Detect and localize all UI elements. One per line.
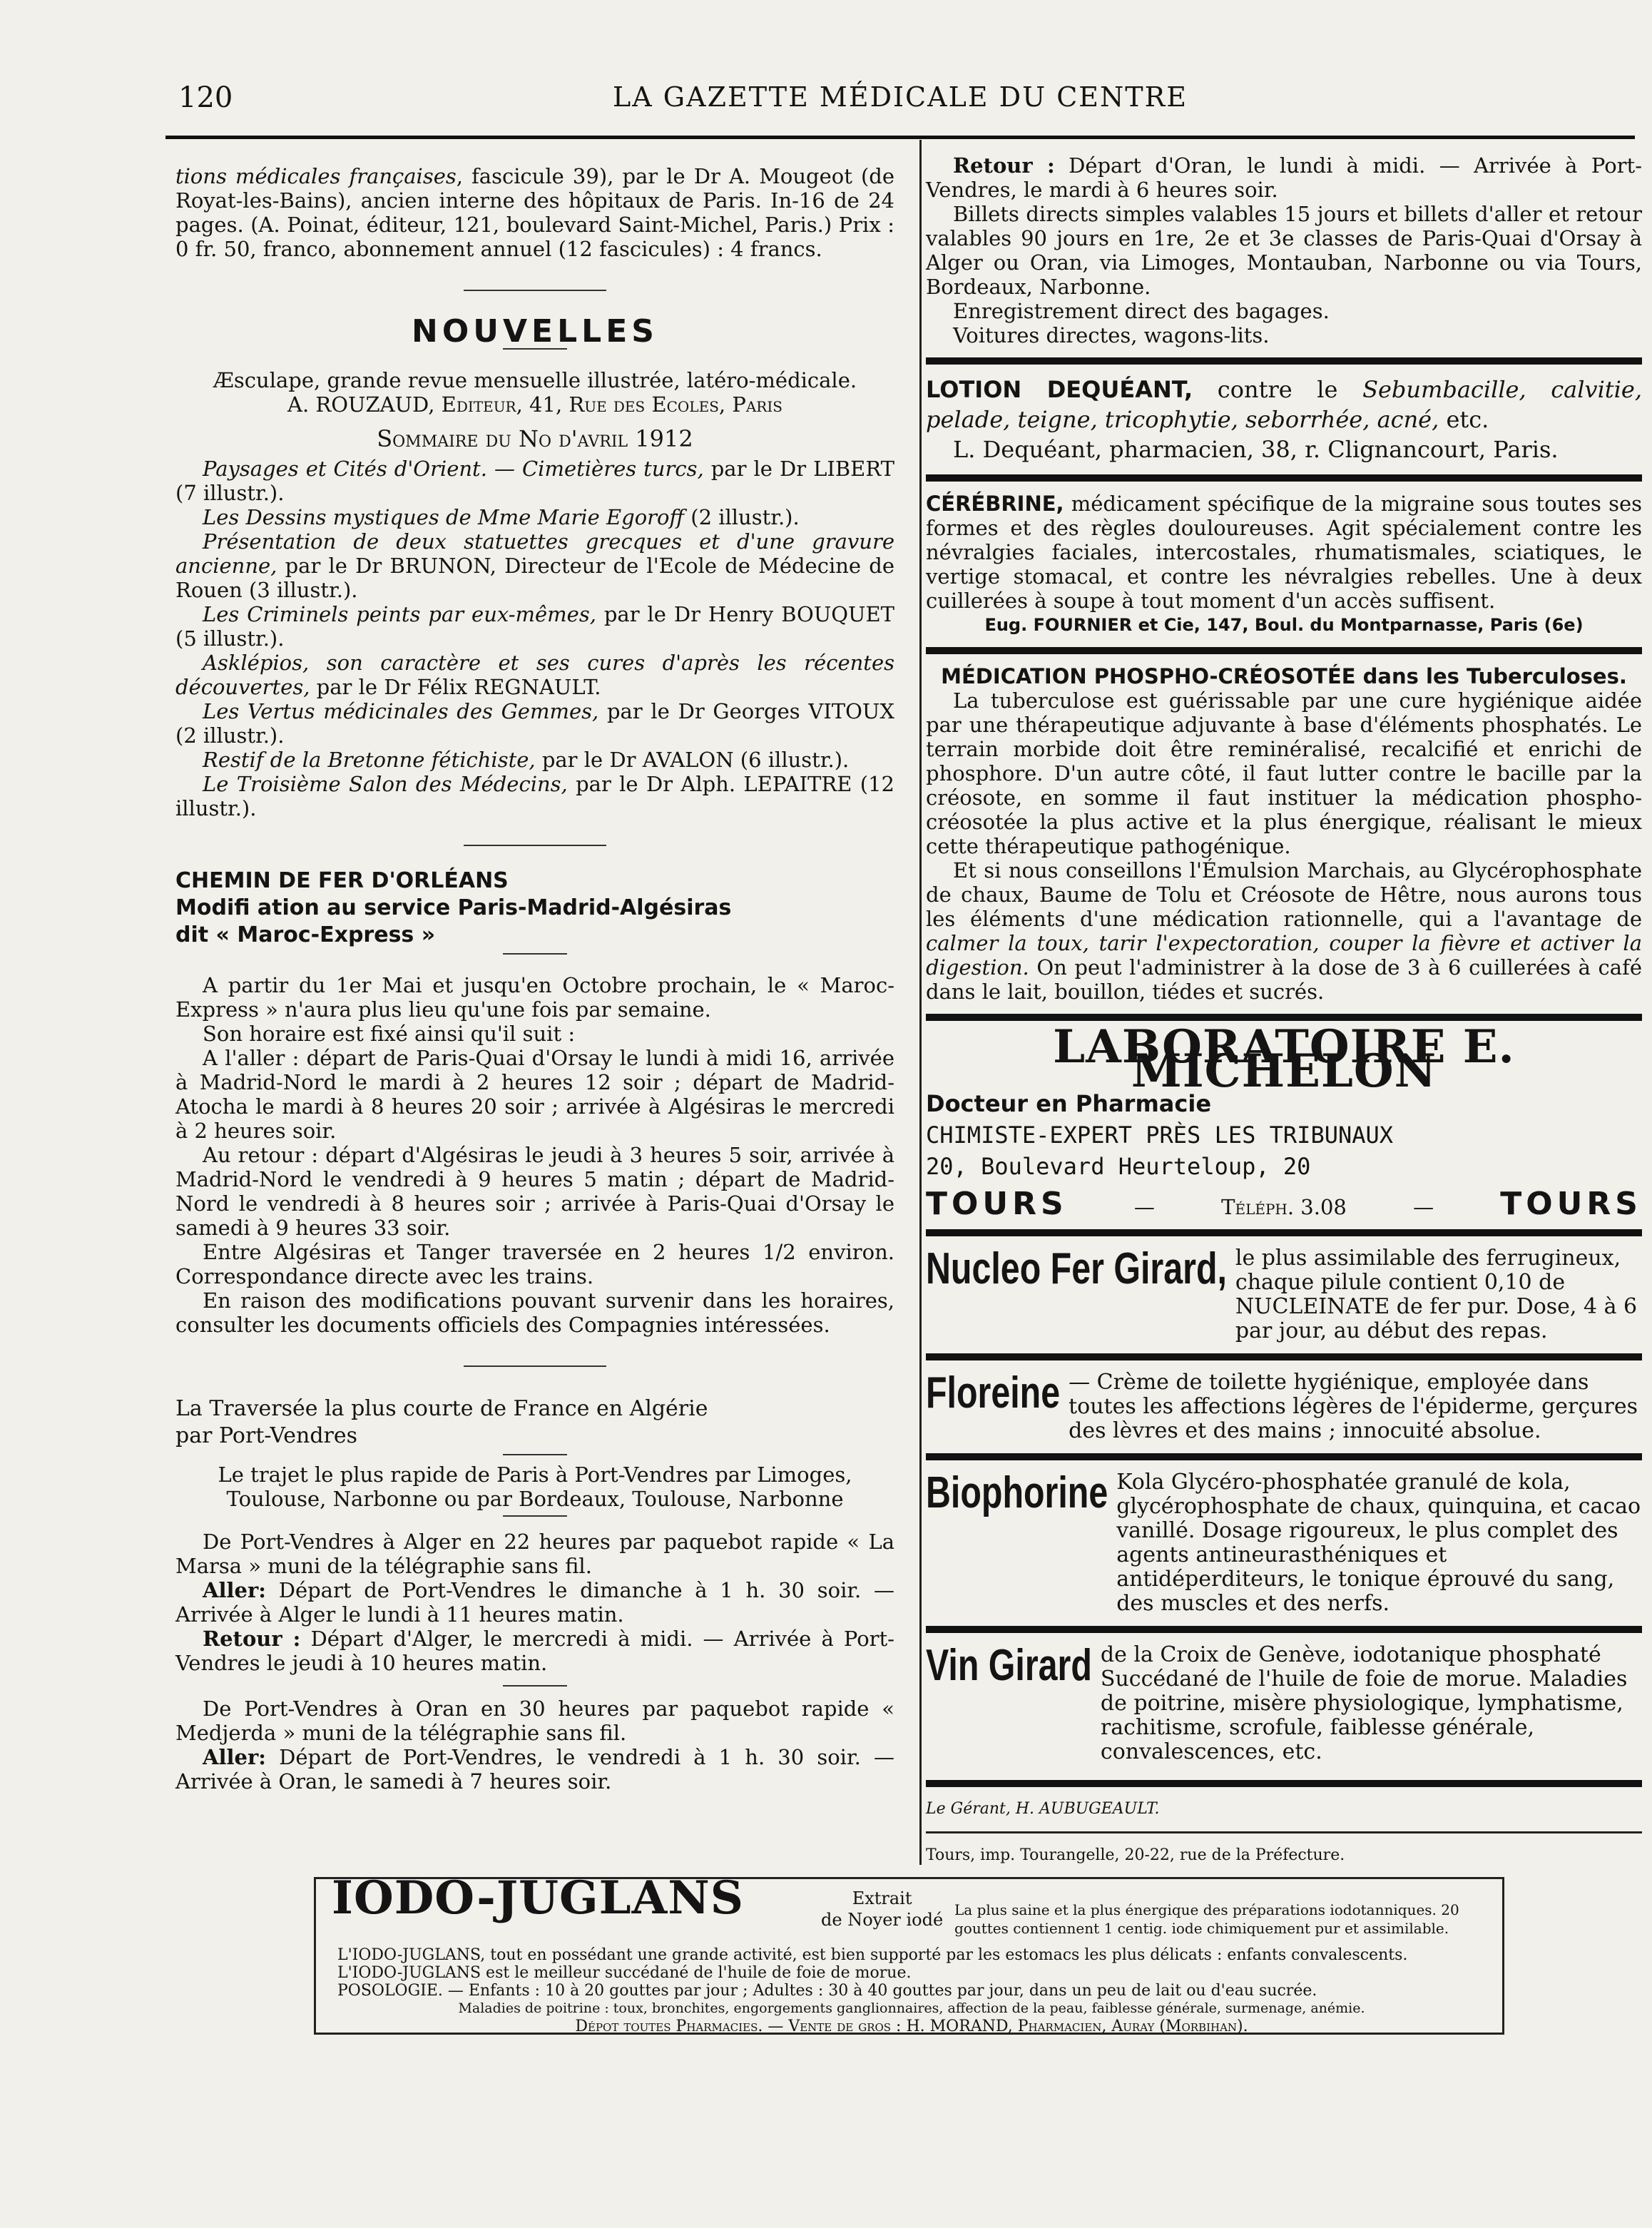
text: Départ d'Alger, le mercredi à midi. — Arrivée à Port-Vendres le jeudi à 10 heures matin. <box>175 1627 894 1675</box>
label: Retour : <box>203 1627 301 1651</box>
sommaire-item-title: Restif de la Bretonne fétichiste, <box>203 748 536 772</box>
laboratoire-line-1: Docteur en Pharmacie <box>926 1090 1212 1117</box>
orleans-title: CHEMIN DE FER D'ORLÉANS <box>175 868 509 893</box>
phospho-p2 <box>926 858 1642 1004</box>
sommaire-item <box>175 748 894 772</box>
iodo-line-1: L'IODO-JUGLANS, tout en possédant une grande activité, est bien supporté par les estomacs les plus délicats : enfants convalescents. <box>337 1946 1408 1964</box>
iodo-description: La plus saine et la plus énergique des préparations iodotanniques. 20 gouttes contiennent 1 centig. iode chimiquement pur et assimilable. <box>954 1901 1459 1937</box>
laboratoire-tours <box>926 1186 1642 1222</box>
product-ads <box>926 1246 1642 1764</box>
alger-retour <box>175 1627 894 1675</box>
product-description: le plus assimilable des ferrugineux, chaque pilule contient 0,10 de NUCLEINATE de fer pur. Dose, 4 à 6 par jour, au début des repas. <box>1235 1246 1638 1343</box>
page-number: 120 <box>178 81 233 114</box>
sommaire-item-author: par le Dr AVALON (6 illustr.). <box>535 748 850 772</box>
text: Départ de Port-Vendres, le vendredi à 1 h. 30 soir. — Arrivée à Oran, le samedi à 7 heures soir. <box>175 1745 894 1794</box>
traversee-title-2: par Port-Vendres <box>175 1423 358 1448</box>
sommaire-item-title: Paysages et Cités d'Orient. — Cimetières turcs, <box>203 457 704 481</box>
iodo-depot: Dépot toutes Pharmacies. — Vente de gros : H. MORAND, Pharmacien, Auray (Morbihan). <box>575 2018 1248 2035</box>
cerebrine-address: Eug. FOURNIER et Cie, 147, Boul. du Montparnasse, Paris (6e) <box>984 615 1584 635</box>
imprimerie-line: Tours, imp. Tourangelle, 20-22, rue de la Préfecture. <box>926 1846 1345 1864</box>
dash: — <box>1133 1195 1155 1219</box>
billets-paragraph: Billets directs simples valables 15 jours et billets d'aller et retour valables 90 jours en 1re, 2e et 3e classes de Paris-Quai d'Orsay à Alger ou Oran, via Limoges, Montauban, Narbonne ou via Tours, Bordeaux, Narbonne. <box>926 202 1642 299</box>
left-column <box>175 164 894 1794</box>
header-rule <box>165 136 1635 139</box>
product-name: Floreine <box>926 1368 1061 1418</box>
sommaire-item <box>175 505 894 529</box>
lotion-address: L. Dequéant, pharmacien, 38, r. Clignancourt, Paris. <box>953 436 1559 463</box>
product-description: de la Croix de Genève, iodotanique phosphaté Succédané de l'huile de foie de morue. Maladies de poitrine, misère physiologique, lymphatisme, rachitisme, scrofule, faiblesse générale, convalescences, etc. <box>1100 1642 1628 1764</box>
product-name: Nucleo Fer Girard, <box>926 1244 1227 1293</box>
sommaire-item-title: Les Vertus médicinales des Gemmes, <box>203 699 599 723</box>
oran-retour <box>926 153 1642 202</box>
sommaire-item <box>175 457 894 505</box>
sommaire-item <box>175 602 894 651</box>
alger-aller <box>175 1578 894 1627</box>
sommaire-item-title: Présentation de deux statuettes grecques et d'une gravure ancienne, <box>175 529 894 578</box>
sommaire-heading: Sommaire du No d'avril 1912 <box>377 425 693 452</box>
cerebrine-ad <box>926 492 1642 613</box>
phospho-title: MÉDICATION PHOSPHO-CRÉOSOTÉE dans les Tuberculoses. <box>941 664 1627 688</box>
sommaire-item-title: Asklépios, son caractère et ses cures d'après les récentes découvertes, <box>175 651 894 699</box>
lotion-name: LOTION DEQUÉANT, <box>926 376 1193 403</box>
separator <box>503 1685 567 1687</box>
laboratoire-name: LABORATOIRE E. MICHELON <box>1053 1020 1515 1098</box>
ad-rule <box>926 1353 1642 1360</box>
label: Retour : <box>953 153 1055 178</box>
product-name: Biophorine <box>926 1468 1108 1517</box>
column-divider <box>919 140 922 1865</box>
intro-text: , fascicule 39), par le Dr A. Mougeot (de Royat-les-Bains), ancien interne des hôpitaux de Paris. In-16 de 24 pages. (A. Poinat, éditeur, 121, boulevard Saint-Michel, Paris.) Prix : 0 fr. 50, franco, abonnement annuel (12 fascicules) : 4 francs. <box>175 164 894 261</box>
sommaire-item-author: (2 illustr.). <box>684 505 800 529</box>
ad-rule <box>926 1229 1642 1236</box>
orleans-paragraphs <box>175 973 894 1337</box>
separator <box>503 953 567 955</box>
enregistrement-line: Enregistrement direct des bagages. <box>953 299 1330 323</box>
alger-paragraph: De Port-Vendres à Alger en 22 heures par paquebot rapide « La Marsa » muni de la télégraphie sans fil. <box>175 1530 894 1578</box>
voitures-line: Voitures directes, wagons-lits. <box>953 323 1270 347</box>
orleans-paragraph: A l'aller : départ de Paris-Quai d'Orsay le lundi à midi 16, arrivée à Madrid-Nord le mardi à 2 heures 12 soir ; départ de Madrid-Atocha le mardi à 8 heures 20 soir ; arrivée à Algésiras le mercredi à 2 heures soir. <box>175 1046 894 1143</box>
separator <box>503 1454 567 1455</box>
oran-aller <box>175 1745 894 1794</box>
product-description: Kola Glycéro-phosphatée granulé de kola, glycérophosphate de chaux, quinquina, et cacao vanillé. Dosage rigoureux, le plus complet des agents antineurasthéniques et antidéperditeurs, le tonique éprouvé du sang, des muscles et des nerfs. <box>1116 1470 1641 1616</box>
publisher-line: A. ROUZAUD, Editeur, 41, Rue des Ecoles, Paris <box>287 392 782 417</box>
sommaire-item <box>175 699 894 748</box>
dash: — <box>1413 1195 1434 1219</box>
tours-left: TOURS <box>926 1186 1068 1222</box>
right-column <box>926 153 1642 1868</box>
cerebrine-name: CÉRÉBRINE, <box>926 492 1064 516</box>
ad-rule <box>926 1626 1642 1633</box>
ad-rule <box>926 357 1642 365</box>
product-description: — Crème de toilette hygiénique, employée dans toutes les affections légères de l'épiderme, gerçures des lèvres et des mains ; innocuité absolue. <box>1069 1370 1638 1443</box>
product-ad <box>926 1246 1642 1343</box>
iodo-line-2: L'IODO-JUGLANS est le meilleur succédané de l'huile de foie de morue. <box>337 1964 912 1982</box>
text: On peut l'administrer à la dose de 3 à 6 cuillerées à café dans le lait, bouillon, tiédes et sucrés. <box>926 955 1642 1004</box>
iodo-subtitle <box>821 1888 943 1931</box>
ad-rule <box>926 1453 1642 1460</box>
text: Sebumbacille, calvitie, pelade, teigne, tricophytie, seborrhée, acné, <box>926 376 1643 433</box>
orleans-paragraph: Son horaire est fixé ainsi qu'il suit : <box>203 1022 576 1046</box>
sommaire-list <box>175 457 894 820</box>
text: médicament spécifique de la migraine sous toutes ses formes et des règles douloureuses. Agit spécialement contre les névralgies faciales, intercostales, rhumatismales, sciatiques, le vertige stomacal, et contre les névralgies rebelles. Une à deux cuillerées à soupe à tout moment d'un accès suffisent. <box>926 492 1642 613</box>
sommaire-item <box>175 651 894 699</box>
sommaire-item-author: par le Dr Henry BOUQUET (5 illustr.). <box>175 602 894 651</box>
separator <box>464 1365 606 1367</box>
sommaire-item-title: Le Troisième Salon des Médecins, <box>203 772 568 796</box>
iodo-maladies: Maladies de poitrine : toux, bronchites, engorgements ganglionnaires, affection de la peau, faiblesse générale, surmenage, anémie. <box>458 2000 1365 2016</box>
laboratoire-line-2: CHIMISTE-EXPERT PRÈS LES TRIBUNAUX <box>926 1121 1394 1149</box>
sommaire-item-title: Les Criminels peints par eux-mêmes, <box>203 602 596 626</box>
intro-paragraph <box>175 164 894 261</box>
sommaire-item-author: par le Dr Alph. LEPAITRE (12 illustr.). <box>175 772 894 820</box>
text: Et si nous conseillons l'Émulsion Marchais, au Glycérophosphate de chaux, Baume de Tolu et Créosote de Hêtre, nous aurons tous les éléments d'une médication rationnelle, qui a l'avantage de <box>926 858 1642 931</box>
extrait: Extrait <box>852 1888 912 1908</box>
separator <box>464 290 606 291</box>
label: Aller: <box>203 1745 266 1769</box>
phospho-p1: La tuberculose est guérissable par une cure hygiénique aidée par une thérapeutique adjuvante à base d'éléments phosphatés. Le terrain morbide doit être reminéralisé, recalcifié et enrichi de phosphore. D'un autre côté, il faut lutter contre le bacille par la créosote, en somme il faut instituer la médication phospho-créosotée la plus active et la plus énergique, réalisant le mieux cette thérapeutique pathogénique. <box>926 688 1642 858</box>
orleans-subtitle-1: Modifi ation au service Paris-Madrid-Algésiras <box>175 895 732 920</box>
ad-rule <box>926 647 1642 654</box>
aesculape-line: Æsculape, grande revue mensuelle illustrée, latéro-médicale. <box>213 368 857 392</box>
laboratoire-address: 20, Boulevard Heurteloup, 20 <box>926 1153 1311 1180</box>
orleans-subtitle-2: dit « Maroc-Express » <box>175 922 436 947</box>
text: contre le <box>1193 376 1363 403</box>
nouvelles-title: NOUVELLES <box>412 313 658 350</box>
telephone: Téléph. 3.08 <box>1221 1195 1347 1219</box>
orleans-paragraph: En raison des modifications pouvant survenir dans les horaires, consulter les documents officiels des Compagnies intéressées. <box>175 1288 894 1337</box>
tours-right: TOURS <box>1500 1186 1642 1222</box>
product-ad <box>926 1470 1642 1616</box>
iodo-posologie: POSOLOGIE. — Enfants : 10 à 20 gouttes par jour ; Adultes : 30 à 40 gouttes par jour, dans un peu de lait ou d'eau sucrée. <box>337 1982 1317 2000</box>
traversee-intro-1: Le trajet le plus rapide de Paris à Port-Vendres par Limoges, <box>218 1463 852 1487</box>
ad-rule <box>926 474 1642 482</box>
traversee-title-1: La Traversée la plus courte de France en Algérie <box>175 1396 708 1421</box>
sommaire-item-title: Les Dessins mystiques de Mme Marie Egoroff <box>203 505 685 529</box>
product-name: Vin Girard <box>926 1641 1092 1690</box>
product-ad <box>926 1643 1642 1764</box>
separator <box>464 845 606 846</box>
text: Départ de Port-Vendres le dimanche à 1 h. 30 soir. — Arrivée à Alger le lundi à 11 heures matin. <box>175 1578 894 1627</box>
iodo-juglans-name: IODO-JUGLANS <box>332 1871 744 1925</box>
sommaire-item-author: par le Dr LIBERT (7 illustr.). <box>175 457 894 505</box>
ad-rule <box>926 1780 1642 1787</box>
label: Aller: <box>203 1578 266 1602</box>
oran-paragraph: De Port-Vendres à Oran en 30 heures par paquebot rapide « Medjerda » muni de la télégraphie sans fil. <box>175 1697 894 1745</box>
traversee-intro-2: Toulouse, Narbonne ou par Bordeaux, Toulouse, Narbonne <box>226 1487 844 1511</box>
orleans-paragraph: A partir du 1er Mai et jusqu'en Octobre prochain, le « Maroc-Express » n'aura plus lieu qu'une fois par semaine. <box>175 973 894 1022</box>
running-title: LA GAZETTE MÉDICALE DU CENTRE <box>613 81 1188 113</box>
sommaire-item <box>175 772 894 820</box>
ad-rule <box>926 1831 1642 1833</box>
intro-italic: tions médicales françaises <box>175 164 457 188</box>
sommaire-item-author: par le Dr BRUNON, Directeur de l'Ecole de Médecine de Rouen (3 illustr.). <box>175 554 894 602</box>
product-ad <box>926 1370 1642 1443</box>
noyer: de Noyer iodé <box>821 1910 944 1930</box>
text: etc. <box>1439 406 1489 433</box>
text: Départ d'Oran, le lundi à midi. — Arrivée à Port-Vendres, le mardi à 6 heures soir. <box>926 153 1642 202</box>
iodo-juglans-ad <box>314 1871 1504 2035</box>
text: calmer la toux, tarir l'expectoration, couper la fièvre et activer la digestion. <box>926 931 1642 980</box>
iodo-body <box>337 1946 1486 2035</box>
separator <box>503 1515 567 1517</box>
sommaire-item-author: par le Dr Georges VITOUX (2 illustr.). <box>175 699 894 748</box>
page-header <box>165 77 1635 120</box>
lotion-ad <box>926 375 1642 434</box>
gerant-line: Le Gérant, H. AUBUGEAULT. <box>926 1800 1160 1818</box>
sommaire-item-author: par le Dr Félix REGNAULT. <box>310 675 601 699</box>
orleans-paragraph: Au retour : départ d'Algésiras le jeudi à 3 heures 5 soir, arrivée à Madrid-Nord le vendredi à 9 heures 5 matin ; départ de Madrid-Nord le vendredi à 8 heures soir ; arrivée à Paris-Quai d'Orsay le samedi à 9 heures 33 soir. <box>175 1143 894 1240</box>
sommaire-item <box>175 529 894 602</box>
orleans-paragraph: Entre Algésiras et Tanger traversée en 2 heures 1/2 environ. Correspondance directe avec les trains. <box>175 1240 894 1288</box>
